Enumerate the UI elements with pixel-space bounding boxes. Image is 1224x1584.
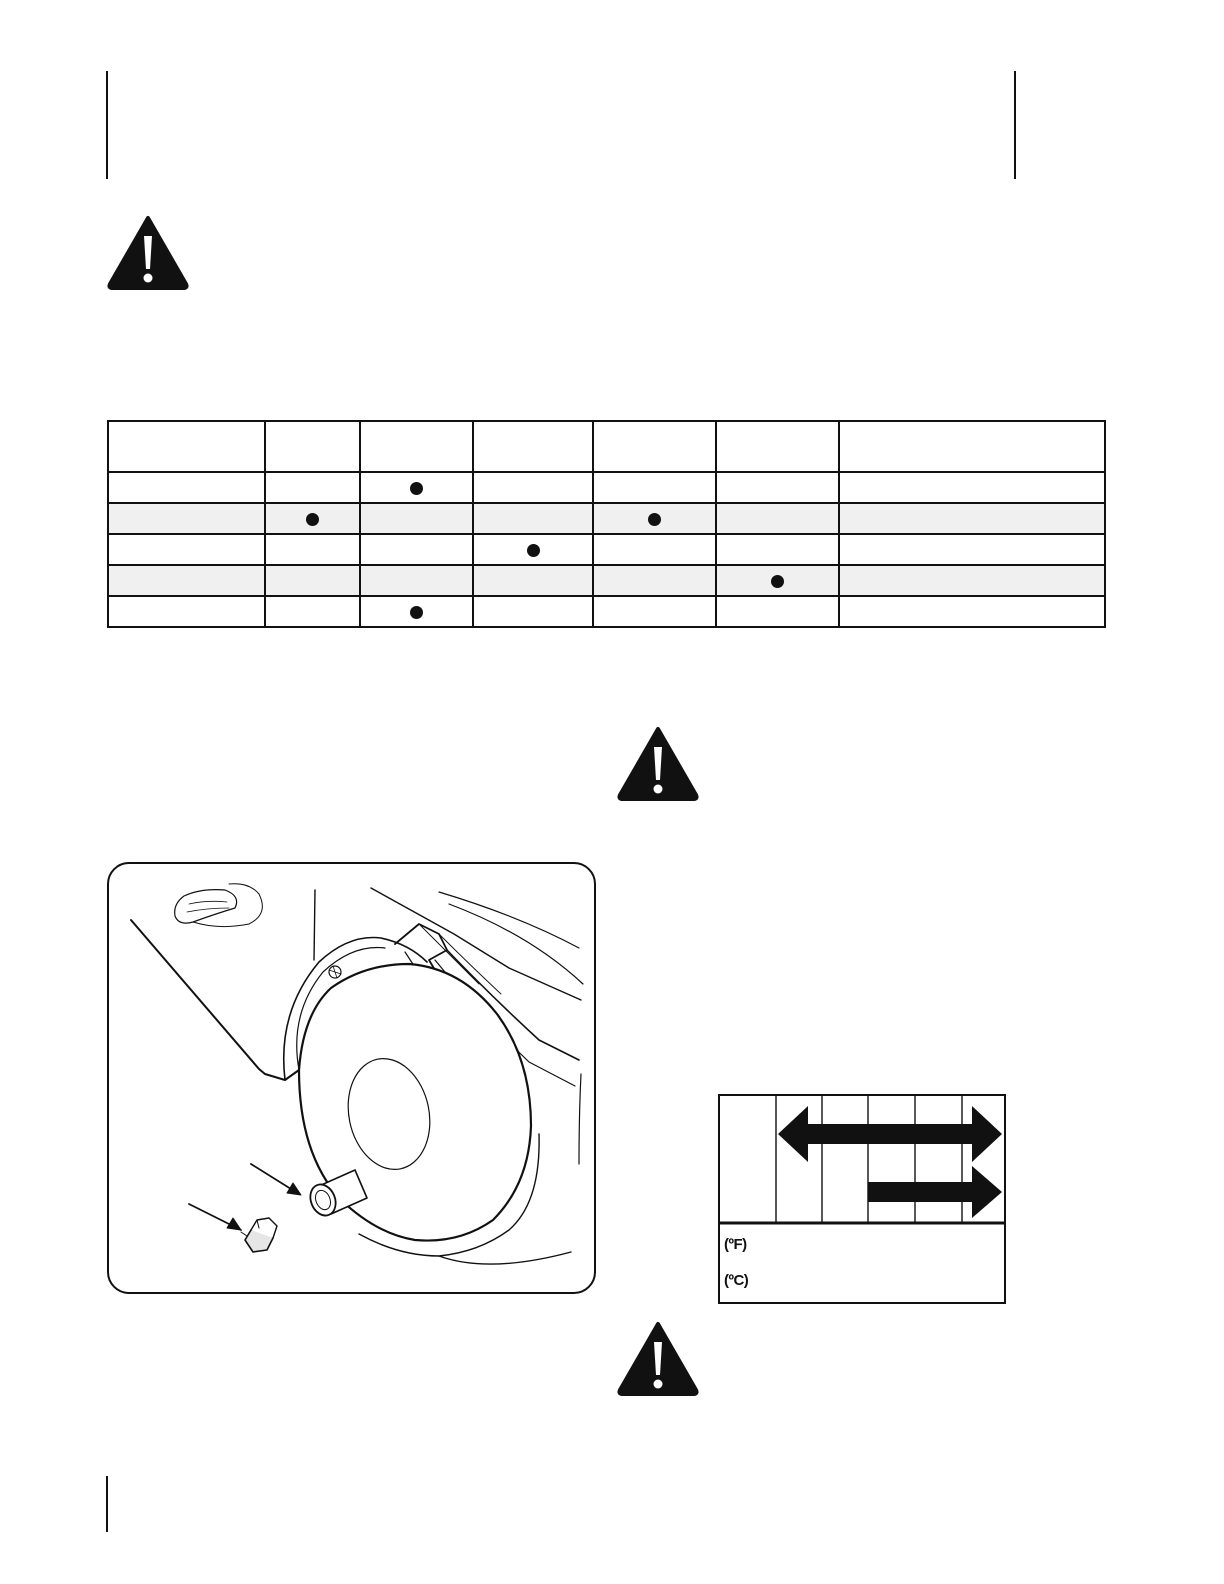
table-cell (839, 565, 1105, 596)
row-label-cell (108, 503, 265, 534)
header-cell (593, 421, 716, 472)
warning-triangle-icon (106, 214, 190, 290)
table-cell (716, 596, 839, 627)
table-cell (265, 596, 360, 627)
row-label-cell (108, 472, 265, 503)
margin-rule-bottom-left (106, 1476, 108, 1532)
table-cell (265, 534, 360, 565)
table-cell (839, 472, 1105, 503)
warning-triangle-icon (616, 1320, 700, 1396)
check-dot-icon (771, 575, 784, 588)
margin-rule-top-right (1014, 71, 1016, 179)
table-cell (839, 596, 1105, 627)
header-cell (473, 421, 593, 472)
table-cell (473, 472, 593, 503)
table-cell (360, 472, 473, 503)
table-cell (360, 596, 473, 627)
table-cell (839, 534, 1105, 565)
table-cell (473, 565, 593, 596)
table-row (108, 534, 1105, 565)
check-dot-icon (410, 606, 423, 619)
table-row (108, 596, 1105, 627)
table-cell (265, 503, 360, 534)
header-cell (839, 421, 1105, 472)
table-cell (593, 565, 716, 596)
double-arrow-icon (778, 1106, 1002, 1162)
oil-drain-illustration (107, 862, 596, 1294)
celsius-unit-label: (ºC) (724, 1272, 749, 1289)
table-cell (593, 472, 716, 503)
table-cell (360, 565, 473, 596)
row-label-cell (108, 565, 265, 596)
margin-rule-top-left (106, 71, 108, 179)
header-cell (108, 421, 265, 472)
table-row (108, 503, 1105, 534)
table-cell (473, 503, 593, 534)
header-cell (265, 421, 360, 472)
check-dot-icon (527, 544, 540, 557)
check-dot-icon (648, 513, 661, 526)
table-cell (360, 503, 473, 534)
table-cell (265, 565, 360, 596)
table-cell (716, 503, 839, 534)
check-dot-icon (410, 482, 423, 495)
table-cell (839, 503, 1105, 534)
row-label-cell (108, 534, 265, 565)
table-row (108, 472, 1105, 503)
table-cell (716, 534, 839, 565)
table-cell (593, 503, 716, 534)
table-cell (716, 565, 839, 596)
right-arrow-icon (868, 1166, 1002, 1218)
check-dot-icon (306, 513, 319, 526)
table-cell (716, 472, 839, 503)
table-cell (473, 596, 593, 627)
row-label-cell (108, 596, 265, 627)
fahrenheit-unit-label: (ºF) (724, 1236, 747, 1253)
oil-temperature-chart (718, 1094, 1006, 1304)
maintenance-schedule-table (107, 420, 1106, 628)
header-cell (716, 421, 839, 472)
table-cell (593, 534, 716, 565)
warning-triangle-icon (616, 725, 700, 801)
table-row (108, 565, 1105, 596)
table-cell (265, 472, 360, 503)
table-cell (593, 596, 716, 627)
table-cell (473, 534, 593, 565)
table-header-row (108, 421, 1105, 472)
table-cell (360, 534, 473, 565)
header-cell (360, 421, 473, 472)
